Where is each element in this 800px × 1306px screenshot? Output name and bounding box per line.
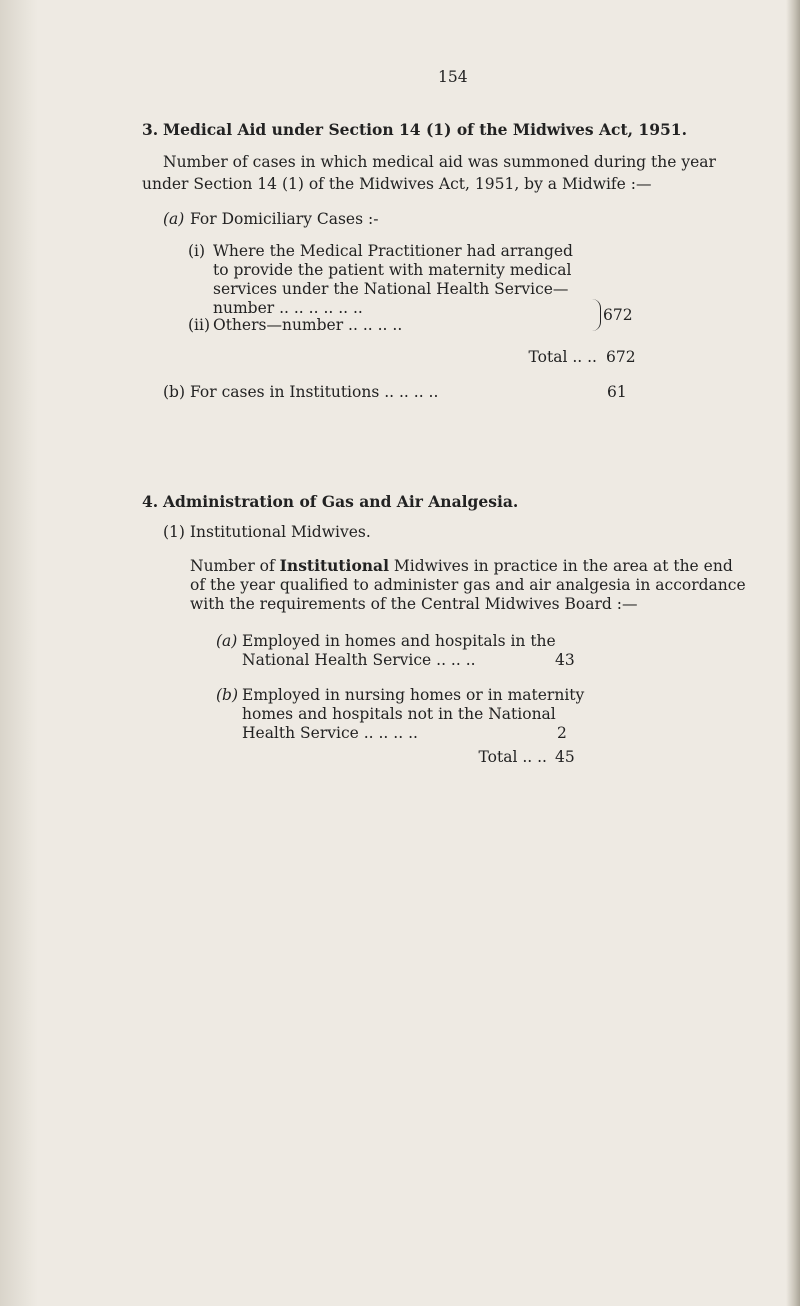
section4-a-line2: National Health Service .. .. .. [242,651,476,669]
section4-heading: Administration of Gas and Air Analgesia. [163,492,519,511]
section3-combined-value: 672 [603,306,633,324]
section4-paragraph-line3: with the requirements of the Central Midwives Board :— [190,595,638,613]
section4-total-label: Total .. .. [478,748,547,766]
section3-i-line3: services under the National Health Service— [213,280,569,298]
section3-heading: Medical Aid under Section 14 (1) of the Midwives Act, 1951. [163,120,687,139]
section4-b-value: 2 [557,724,567,742]
section4-number: 4. [142,492,159,511]
section3-total-label: Total .. .. [528,348,597,366]
section4-b-line3: Health Service .. .. .. .. [242,724,418,742]
section4-paragraph-line1 [190,557,733,575]
section3-a-label: (a) [163,210,185,228]
section4-b-line1: Employed in nursing homes or in maternity [242,686,585,704]
section3-i-line1: Where the Medical Practitioner had arranged [213,242,573,260]
section3-intro-line2: under Section 14 (1) of the Midwives Act, 1951, by a Midwife :— [142,175,652,193]
section4-total-value: 45 [555,748,575,766]
section4-a-value: 43 [555,651,575,669]
section3-i-label: (i) [188,242,206,260]
right-brace [592,299,601,331]
section4-paragraph-line2: of the year qualified to administer gas and air analgesia in accordance [190,576,746,594]
section4-subheading: (1) Institutional Midwives. [163,523,371,541]
section3-i-line2: to provide the patient with maternity medical [213,261,572,279]
para-pre: Number of [190,557,280,575]
para-bold: Institutional [279,556,389,575]
section4-a-line1: Employed in homes and hospitals in the [242,632,556,650]
section3-number: 3. [142,120,159,139]
page-number: 154 [438,68,468,86]
section3-intro-line1: Number of cases in which medical aid was summoned during the year [163,153,716,171]
section4-b-label: (b) [216,686,239,704]
section3-b-text: For cases in Institutions .. .. .. .. [190,383,439,401]
section4-b-line2: homes and hospitals not in the National [242,705,556,723]
page-edge-shadow-right [786,0,800,1306]
section4-a-label: (a) [216,632,238,650]
section3-ii-label: (ii) [188,316,211,334]
section3-i-line4: number .. .. .. .. .. .. [213,299,363,317]
section3-b-value: 61 [607,383,627,401]
section3-a-text: For Domiciliary Cases :- [190,210,379,228]
para-post: Midwives in practice in the area at the end [388,557,733,575]
section3-b-label: (b) [163,383,186,401]
page-edge-shadow-left [0,0,38,1306]
section3-ii-text: Others—number .. .. .. .. [213,316,403,334]
section3-total-value: 672 [606,348,636,366]
